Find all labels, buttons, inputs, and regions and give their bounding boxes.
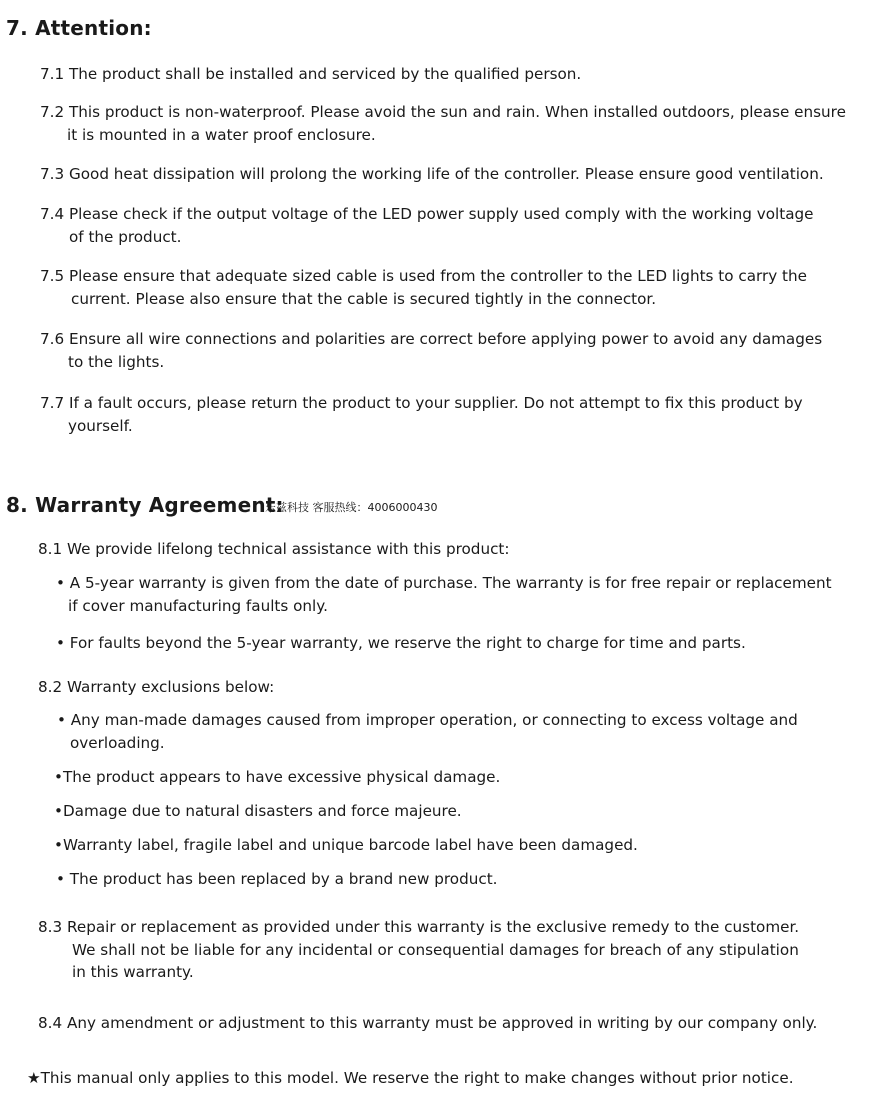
item-7-3: 7.3 Good heat dissipation will prolong the working life of the controller. Please ensure good ventilation. xyxy=(40,165,824,183)
item-8-3-line2: We shall not be liable for any incidental or consequential damages for breach of any stipulation xyxy=(72,941,799,959)
bullet-8-2-e: • The product has been replaced by a brand new product. xyxy=(56,870,498,888)
item-7-4-line1: 7.4 Please check if the output voltage of the LED power supply used comply with the working voltage xyxy=(40,205,814,223)
item-7-1: 7.1 The product shall be installed and serviced by the qualified person. xyxy=(40,65,582,83)
item-7-4-line2: of the product. xyxy=(69,228,182,246)
bullet-8-1-a-line2: if cover manufacturing faults only. xyxy=(68,597,328,615)
item-8-1: 8.1 We provide lifelong technical assistance with this product: xyxy=(38,540,510,558)
footer-note: ★This manual only applies to this model. We reserve the right to make changes without prior notice. xyxy=(27,1069,794,1087)
bullet-8-1-a-line1: • A 5-year warranty is given from the date of purchase. The warranty is for free repair or replacement xyxy=(56,574,832,592)
item-7-2-line2: it is mounted in a water proof enclosure. xyxy=(67,126,376,144)
item-7-2-line1: 7.2 This product is non-waterproof. Please avoid the sun and rain. When installed outdoors, please ensure xyxy=(40,103,846,121)
item-8-3-line3: in this warranty. xyxy=(72,963,194,981)
bullet-8-2-b: •The product appears to have excessive physical damage. xyxy=(54,768,501,786)
item-8-2: 8.2 Warranty exclusions below: xyxy=(38,678,275,696)
item-7-5-line2: current. Please also ensure that the cable is secured tightly in the connector. xyxy=(71,290,657,308)
item-8-4: 8.4 Any amendment or adjustment to this warranty must be approved in writing by our company only. xyxy=(38,1014,818,1032)
item-7-5-line1: 7.5 Please ensure that adequate sized cable is used from the controller to the LED lights to carry the xyxy=(40,267,807,285)
section-7-heading: 7. Attention: xyxy=(6,16,152,40)
item-7-7-line2: yourself. xyxy=(68,417,133,435)
service-hotline: 乐兹科技 客服热线：4006000430 xyxy=(265,501,438,514)
item-8-3-line1: 8.3 Repair or replacement as provided under this warranty is the exclusive remedy to the customer. xyxy=(38,918,800,936)
section-8-heading: 8. Warranty Agreement: xyxy=(6,493,284,517)
bullet-8-1-b: • For faults beyond the 5-year warranty, we reserve the right to charge for time and parts. xyxy=(56,634,746,652)
bullet-8-2-c: •Damage due to natural disasters and force majeure. xyxy=(54,802,462,820)
bullet-8-2-d: •Warranty label, fragile label and unique barcode label have been damaged. xyxy=(54,836,638,854)
item-7-6-line1: 7.6 Ensure all wire connections and polarities are correct before applying power to avoid any damages xyxy=(40,330,823,348)
bullet-8-2-a-line2: overloading. xyxy=(70,734,165,752)
bullet-8-2-a-line1: • Any man-made damages caused from improper operation, or connecting to excess voltage and xyxy=(57,711,798,729)
item-7-7-line1: 7.7 If a fault occurs, please return the product to your supplier. Do not attempt to fix this product by xyxy=(40,394,803,412)
item-7-6-line2: to the lights. xyxy=(68,353,165,371)
